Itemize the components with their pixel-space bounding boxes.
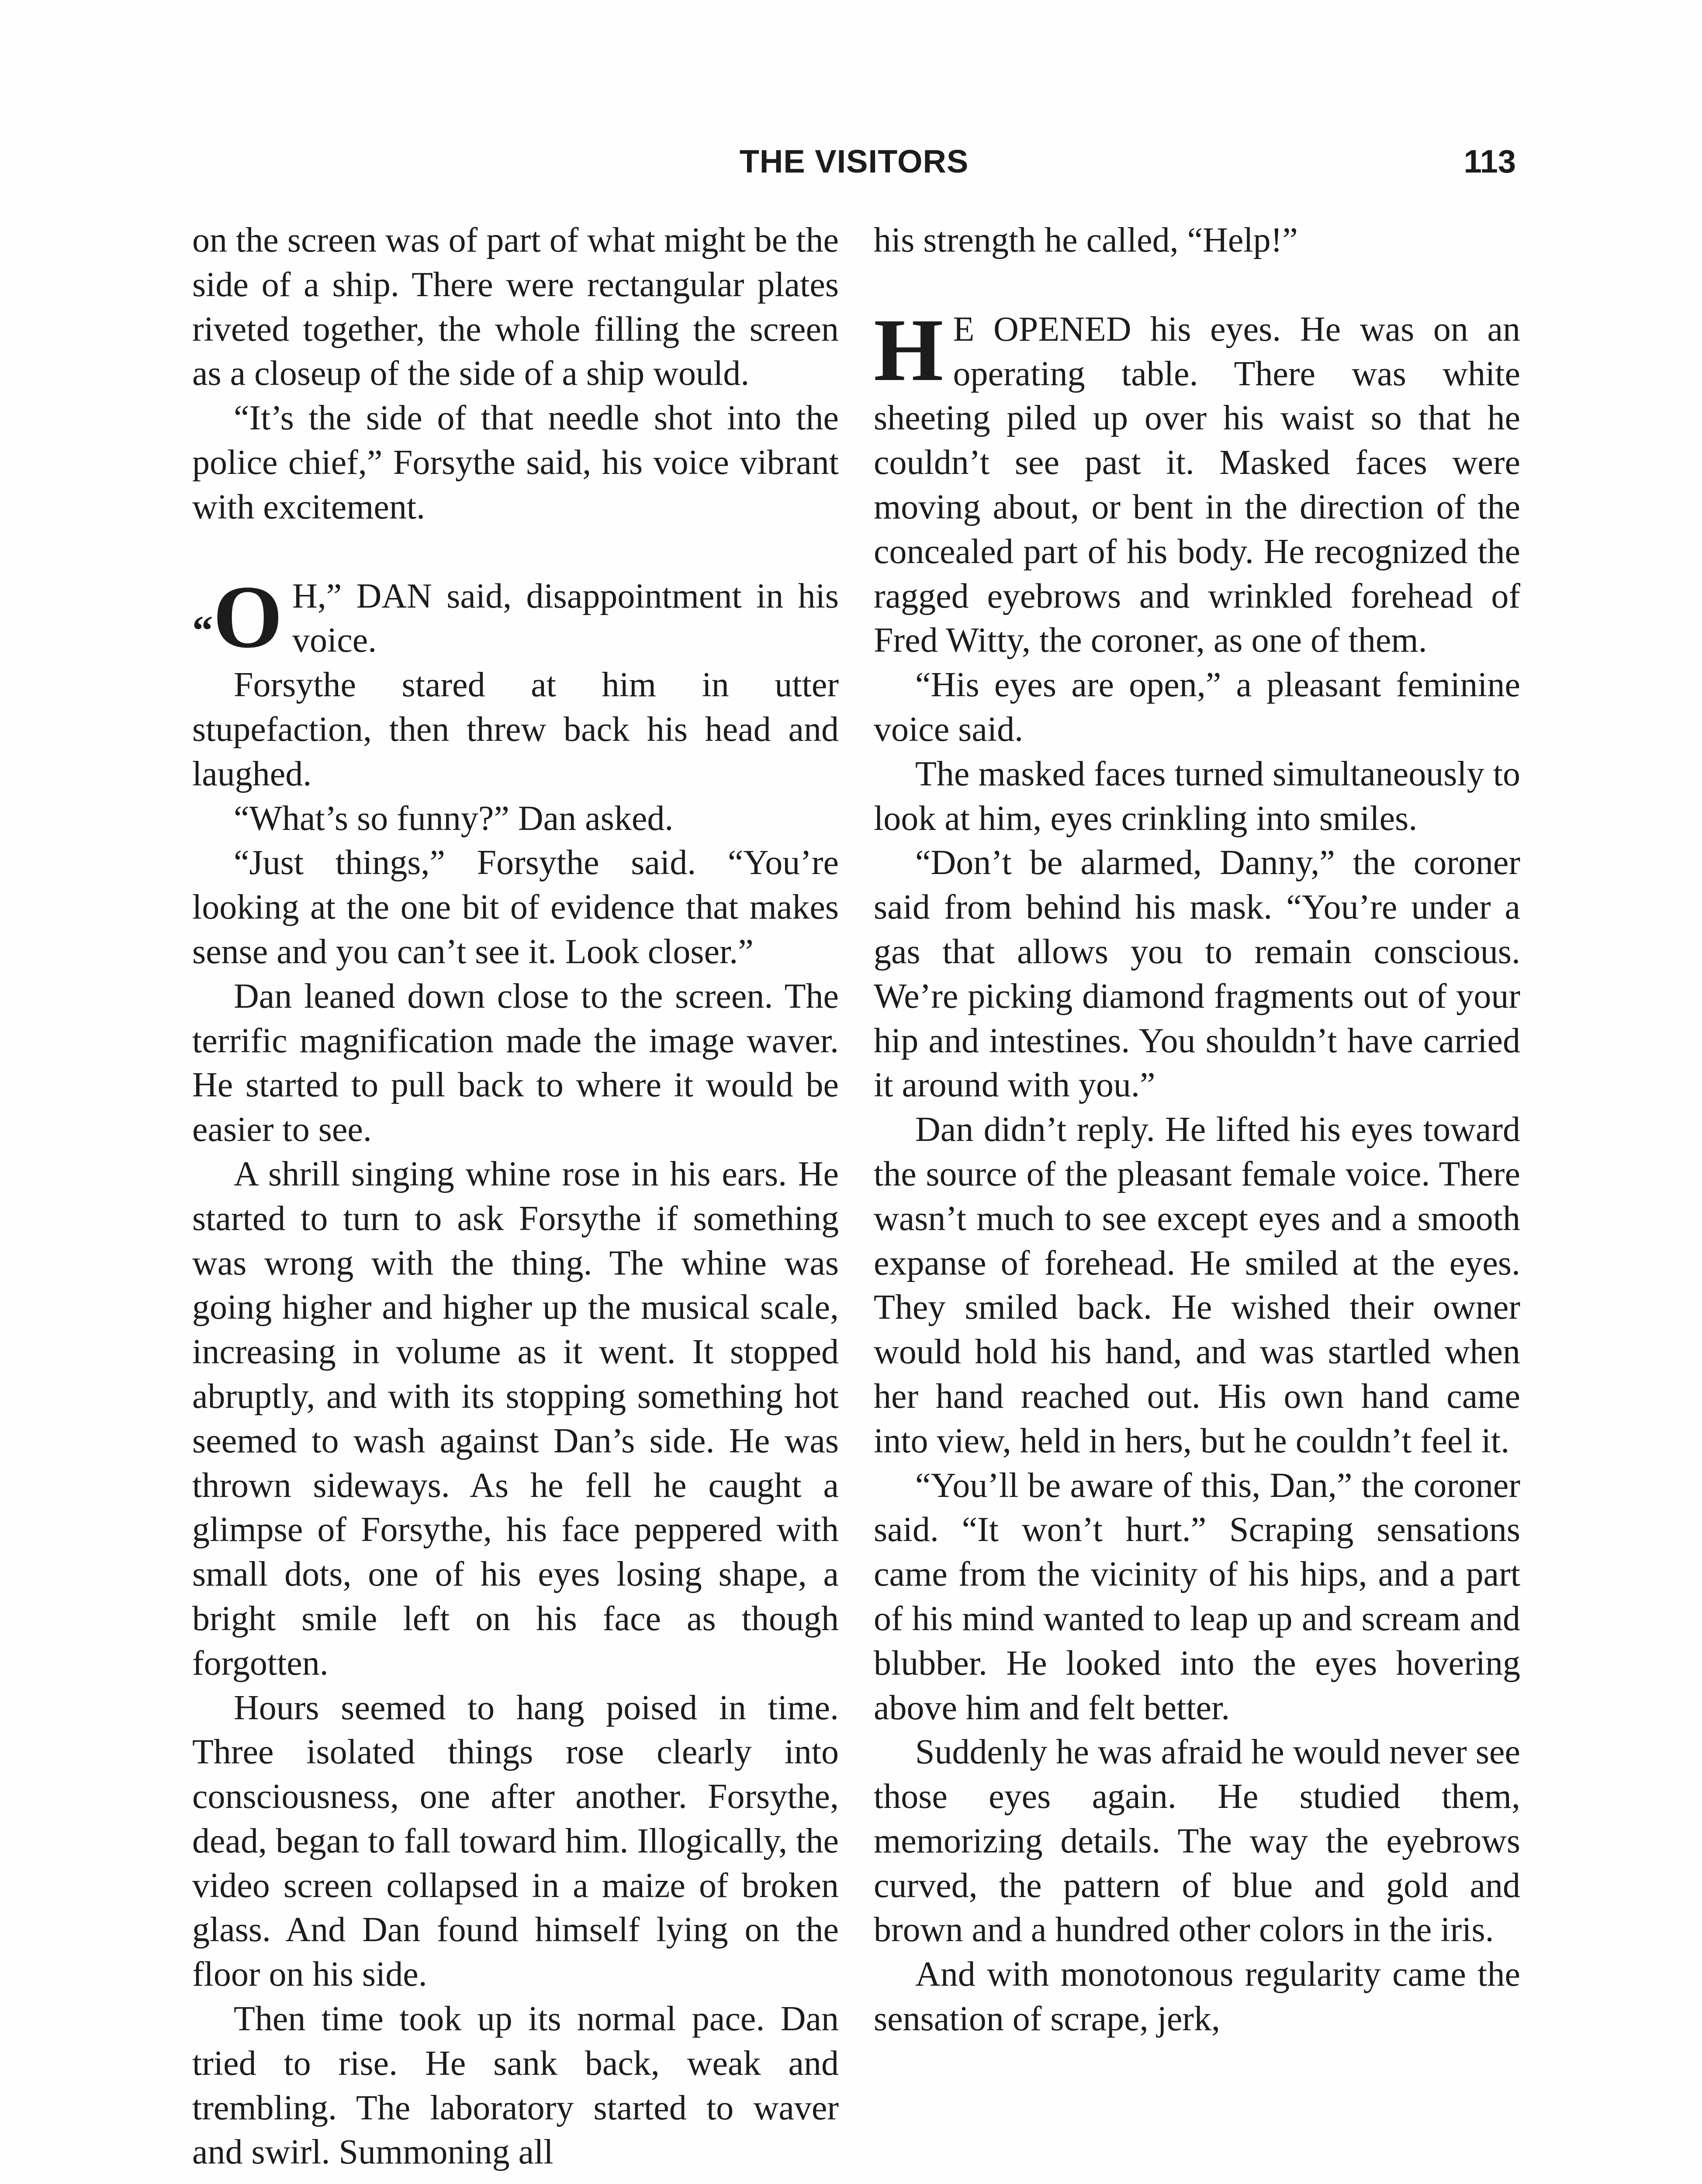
story-title: THE VISITORS bbox=[739, 143, 969, 180]
paragraph-text: E OPENED his eyes. He was on an operating table. There was white sheeting piled up over his waist so that he couldn’t see past it. Masked faces were moving about, or bent in the direction of the concealed part of his body. He recognized the ragged eyebrows and wrinkled forehead of Fred Witty, the coroner, as one of them. bbox=[874, 310, 1520, 660]
paragraph: “His eyes are open,” a pleasant feminine voice said. bbox=[874, 666, 1520, 749]
drop-cap-letter: O bbox=[213, 567, 283, 667]
paragraph: Hours seemed to hang poised in time. Three isolated things rose clearly into consciousness, one after another. Forsythe, dead, began to fall toward him. Illogically, the video screen collapsed in a maize of broken glass. And Dan found himself lying on the floor on his side. bbox=[192, 1688, 839, 1994]
page-number: 113 bbox=[1463, 143, 1516, 180]
right-text-column bbox=[874, 218, 1520, 2042]
paragraph: Then time took up its normal pace. Dan tried to rise. He sank back, weak and trembling. The laboratory started to waver and swirl. Summoning all bbox=[192, 2000, 839, 2172]
paragraph: “Don’t be alarmed, Danny,” the coroner said from behind his mask. “You’re under a gas that allows you to remain conscious. We’re picking diamond fragments out of your hip and intestines. You shouldn’t have carried it around with you.” bbox=[874, 843, 1520, 1105]
paragraph: “What’s so funny?” Dan asked. bbox=[234, 799, 674, 838]
paragraph: “You’ll be aware of this, Dan,” the coroner said. “It won’t hurt.” Scraping sensations came from the vicinity of his hips, and a part of his mind wanted to leap up and scream and blubber. He looked into the eyes hovering above him and felt better. bbox=[874, 1466, 1520, 1727]
paragraph: on the screen was of part of what might be the side of a ship. There were rectangular plates riveted together, the whole filling the screen as a closeup of the side of a ship would. bbox=[192, 221, 839, 393]
section-opening-paragraph bbox=[192, 567, 839, 667]
paragraph: Forsythe stared at him in utter stupefaction, then threw back his head and laughed. bbox=[192, 666, 839, 793]
paragraph: Dan leaned down close to the screen. The terrific magnification made the image waver. He started to pull back to where it would be easier to see. bbox=[192, 977, 839, 1149]
running-header bbox=[192, 140, 1516, 183]
paragraph: “It’s the side of that needle shot into the police chief,” Forsythe said, his voice vibrant with excitement. bbox=[192, 399, 839, 526]
paragraph: A shrill singing whine rose in his ears. He started to turn to ask Forsythe if something was wrong with the thing. The whine was going higher and higher up the musical scale, increasing in volume as it went. It stopped abruptly, and with its stopping something hot seemed to wash against Dan’s side. He was thrown sideways. As he fell he caught a glimpse of Forsythe, his face peppered with small dots, one of his eyes losing shape, a bright smile left on his face as though forgotten. bbox=[192, 1154, 839, 1683]
paragraph: his strength he called, “Help!” bbox=[874, 221, 1298, 259]
paragraph: Dan didn’t reply. He lifted his eyes toward the source of the pleasant female voice. There wasn’t much to see except eyes and a smooth expanse of forehead. He smiled at the eyes. They smiled back. He wished their owner would hold his hand, and was startled when her hand reached out. His own hand came into view, held in hers, but he couldn’t feel it. bbox=[874, 1110, 1520, 1460]
paragraph: And with monotonous regularity came the sensation of scrape, jerk, bbox=[874, 1955, 1520, 2039]
drop-cap-quote-mark: “ bbox=[192, 607, 213, 653]
drop-cap-letter: H bbox=[874, 300, 944, 400]
paragraph: The masked faces turned simultaneously to look at him, eyes crinkling into smiles. bbox=[874, 754, 1520, 838]
paragraph: “Just things,” Forsythe said. “You’re looking at the one bit of evidence that makes sense and you can’t see it. Look closer.” bbox=[192, 843, 839, 971]
left-text-column bbox=[192, 218, 839, 2175]
section-opening-paragraph bbox=[874, 300, 1520, 663]
paragraph-text: H,” DAN said, disappointment in his voice. bbox=[292, 577, 839, 660]
paragraph: Suddenly he was afraid he would never see those eyes again. He studied them, memorizing details. The way the eyebrows curved, the pattern of blue and gold and brown and a hundred other colors in the iris. bbox=[874, 1733, 1520, 1949]
drop-cap bbox=[192, 567, 283, 667]
